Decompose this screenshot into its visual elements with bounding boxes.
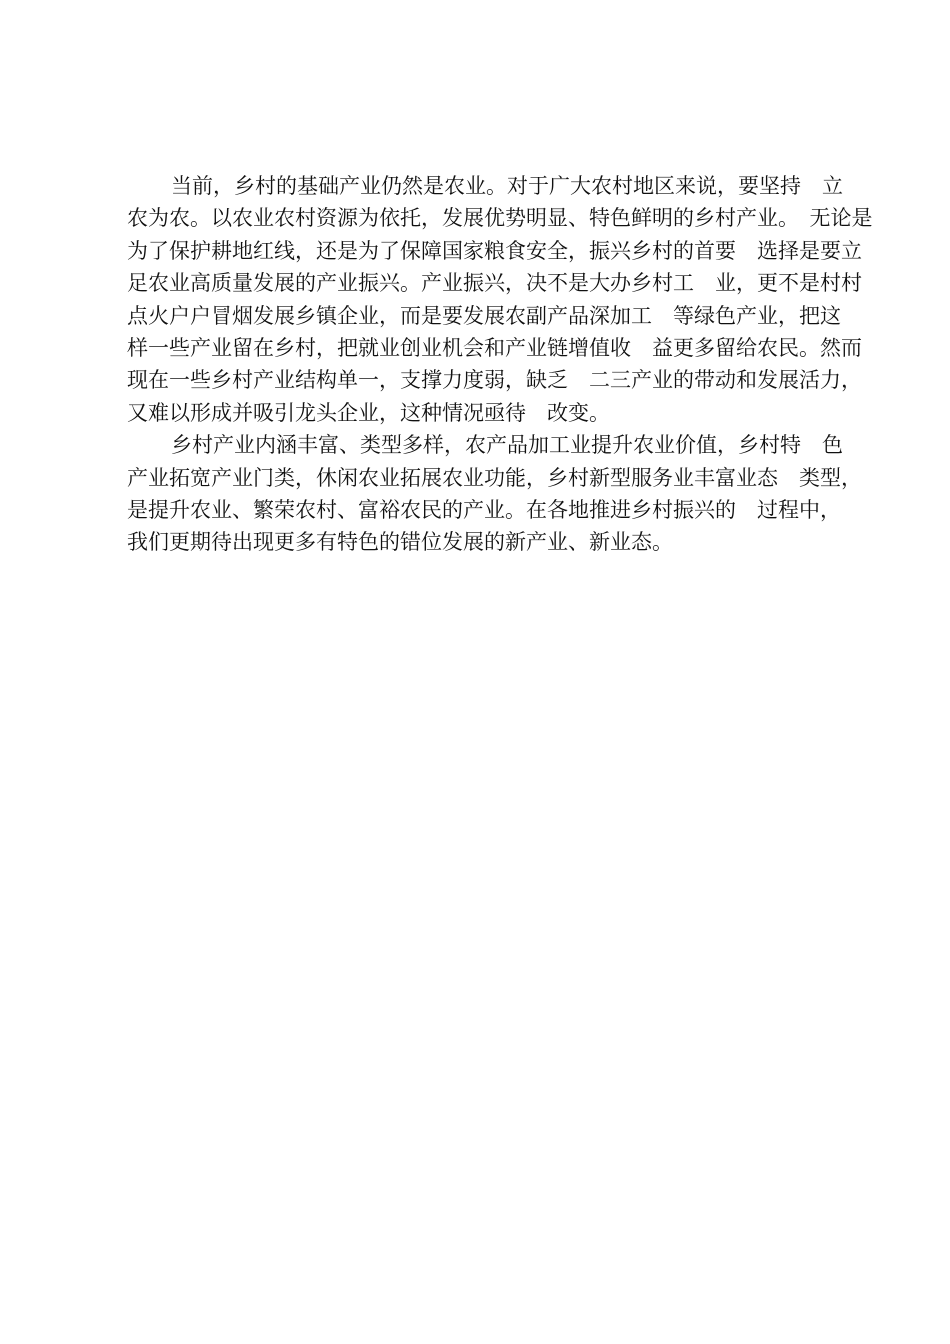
paragraph-1-line-2: 农为农。以农业农村资源为依托，发展优势明显、特色鲜明的乡村产业。 无论是 — [127, 206, 873, 231]
paragraph-1-line-1: 当前，乡村的基础产业仍然是农业。对于广大农村地区来说，要坚持 立 — [171, 174, 843, 198]
paragraph-1-line-7: 现在一些乡村产业结构单一，支撑力度弱，缺乏 二三产业的带动和发展活力， — [127, 368, 862, 393]
paragraph-2-line-1: 乡村产业内涵丰富、类型多样，农产品加工业提升农业价值，乡村特 色 — [171, 433, 843, 458]
paragraph-2 — [127, 429, 862, 559]
paragraph-1-line-5: 点火户户冒烟发展乡镇企业，而是要发展农副产品深加工 等绿色产业，把这 — [127, 303, 841, 328]
paragraph-2-line-2: 产业拓宽产业门类，休闲农业拓展农业功能，乡村新型服务业丰富业态 类型， — [127, 465, 862, 490]
paragraph-2-line-4: 我们更期待出现更多有特色的错位发展的新产业、新业态。 — [127, 530, 673, 555]
paragraph-1-line-4: 足农业高质量发展的产业振兴。产业振兴，决不是大办乡村工 业，更不是村村 — [127, 271, 862, 296]
paragraph-2-line-3: 是提升农业、繁荣农村、富裕农民的产业。在各地推进乡村振兴的 过程中， — [127, 498, 841, 523]
paragraph-1-line-6: 样一些产业留在乡村，把就业创业机会和产业链增值收 益更多留给农民。然而 — [127, 336, 862, 361]
document-body — [127, 170, 873, 559]
paragraph-1-line-3: 为了保护耕地红线，还是为了保障国家粮食安全，振兴乡村的首要 选择是要立 — [127, 238, 862, 263]
paragraph-1-line-8: 又难以形成并吸引龙头企业，这种情况亟待 改变。 — [127, 400, 610, 425]
paragraph-1 — [127, 170, 873, 429]
